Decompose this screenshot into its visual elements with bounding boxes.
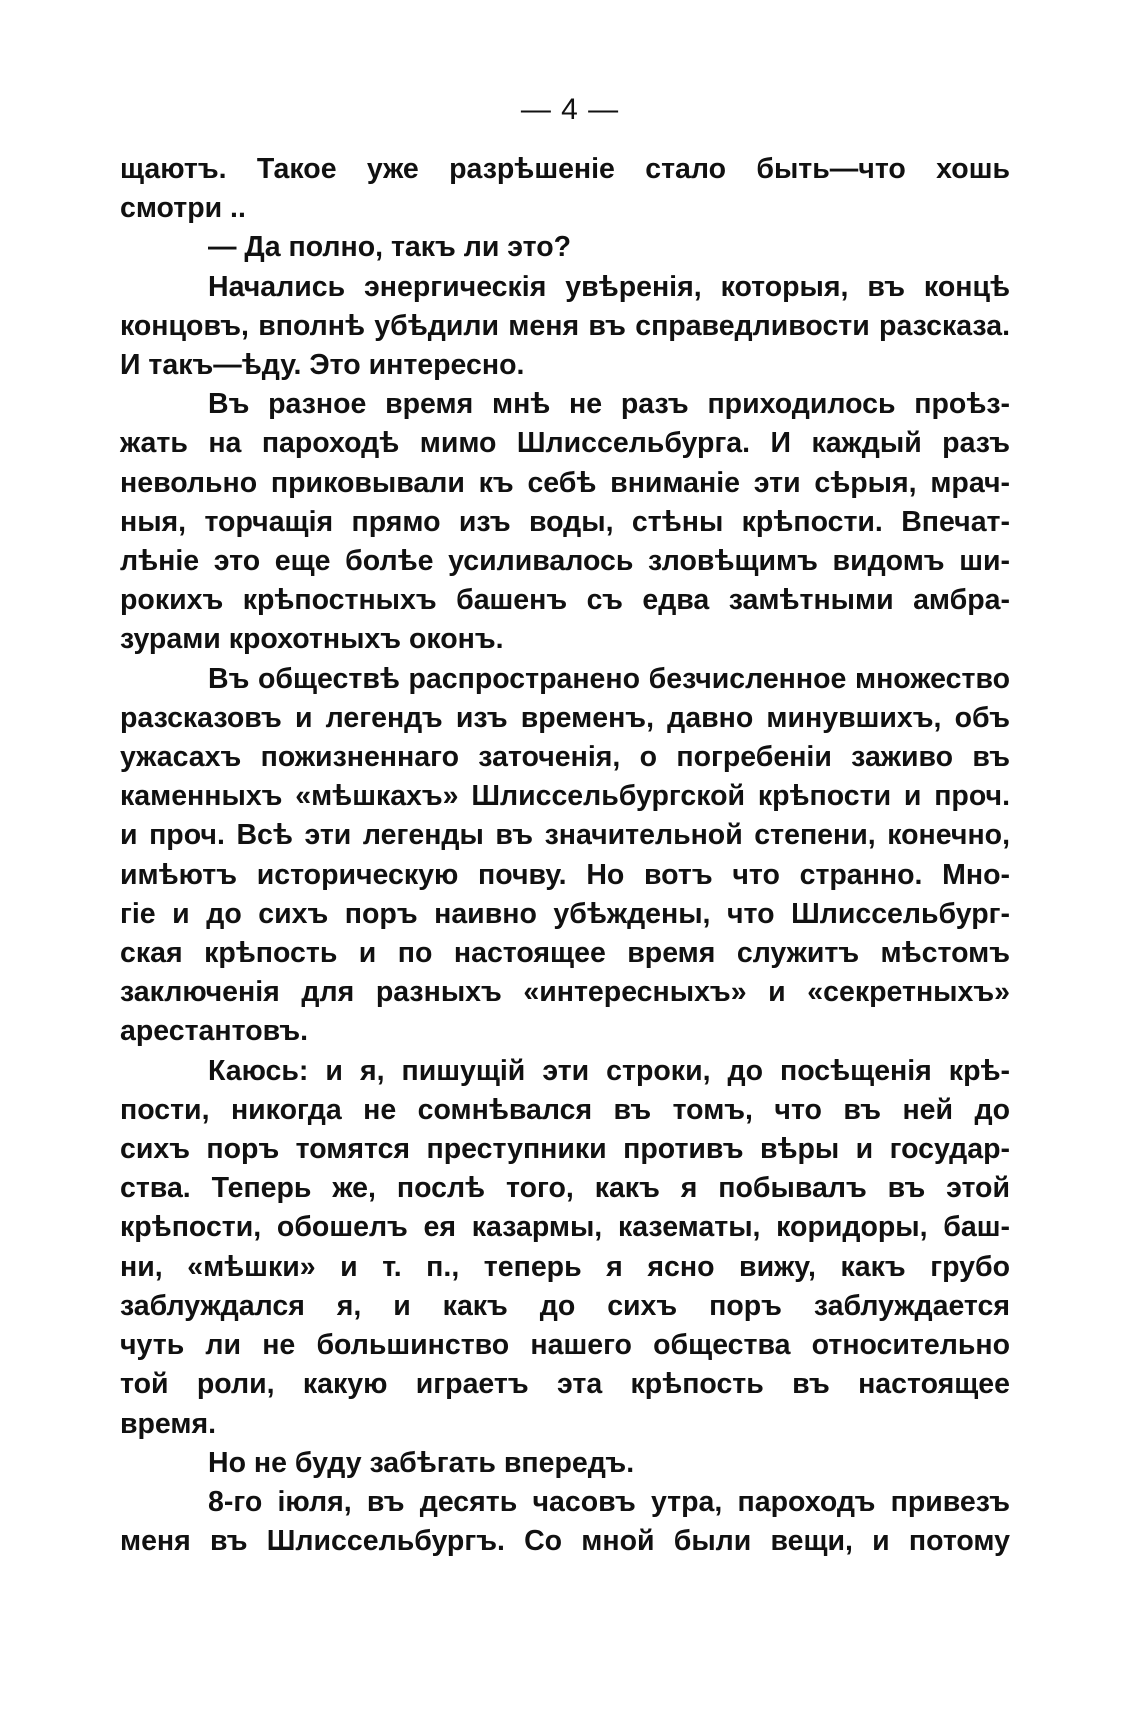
text-line: каменныхъ «мѣшкахъ» Шлиссельбургской крѣпости и проч. xyxy=(120,780,1010,813)
text-line: сихъ поръ томятся преступники противъ вѣры и государ- xyxy=(120,1133,1010,1166)
text-line: меня въ Шлиссельбургъ. Со мной были вещи, и потому xyxy=(120,1525,1010,1558)
text-line: 8-го іюля, въ десять часовъ утра, пароходъ привезъ xyxy=(208,1485,1010,1518)
paragraph xyxy=(120,385,1010,659)
text-line: Начались энергическія увѣренія, которыя, въ концѣ xyxy=(208,270,1010,303)
text-line: имѣютъ историческую почву. Но вотъ что странно. Мно- xyxy=(120,858,1010,891)
text-line: щаютъ. Такое уже разрѣшеніе стало быть—что хошь xyxy=(120,153,1010,185)
text-line: Въ разное время мнѣ не разъ приходилось проѣз- xyxy=(208,388,1010,421)
text-line: ни, «мѣшки» и т. п., теперь я ясно вижу, какъ грубо xyxy=(120,1250,1010,1283)
paragraph xyxy=(120,150,1010,228)
text-line: жать на пароходѣ мимо Шлиссельбурга. И каждый разъ xyxy=(120,427,1010,460)
text-line: Каюсь: и я, пишущій эти строки, до посѣщенія крѣ- xyxy=(208,1054,1010,1087)
text-line: И такъ—ѣду. Это интересно. xyxy=(120,349,525,382)
text-line: лѣніе это еще болѣе усиливалось зловѣщимъ видомъ ши- xyxy=(120,545,1010,578)
text-line: время. xyxy=(120,1407,217,1440)
text-line: — Да полно, такъ ли это? xyxy=(208,231,572,264)
text-line: Но не буду забѣгать впередъ. xyxy=(208,1446,635,1479)
text-line: невольно приковывали къ себѣ вниманіе эти сѣрыя, мрач- xyxy=(120,466,1010,499)
page-number: — 4 — xyxy=(520,93,620,126)
text-line: пости, никогда не сомнѣвался въ томъ, что въ ней до xyxy=(120,1093,1010,1126)
paragraph xyxy=(120,660,1010,1052)
text-line: заблуждался я, и какъ до сихъ поръ заблуждается xyxy=(120,1289,1010,1322)
text-line: ства. Теперь же, послѣ того, какъ я побывалъ въ этой xyxy=(120,1172,1010,1205)
paragraph xyxy=(120,268,1010,386)
text-line: чуть ли не большинство нашего общества относительно xyxy=(120,1329,1010,1362)
paragraph xyxy=(120,228,1010,267)
text-line: рокихъ крѣпостныхъ башенъ съ едва замѣтными амбра- xyxy=(120,584,1010,617)
text-line: гіе и до сихъ поръ наивно убѣждены, что Шлиссельбург- xyxy=(120,897,1010,930)
text-line: ныя, торчащія прямо изъ воды, стѣны крѣпости. Впечат- xyxy=(120,505,1010,538)
text-line: смотри .. xyxy=(120,192,246,225)
page-body-text xyxy=(120,150,1010,1561)
text-line: разсказовъ и легендъ изъ временъ, давно минувшихъ, объ xyxy=(120,701,1010,734)
paragraph xyxy=(120,1483,1010,1561)
paragraph xyxy=(120,1052,1010,1444)
text-line: крѣпости, обошелъ ея казармы, казематы, коридоры, баш- xyxy=(120,1211,1010,1244)
paragraph xyxy=(120,1444,1010,1483)
text-line: концовъ, вполнѣ убѣдили меня въ справедливости разсказа. xyxy=(120,309,1010,342)
text-line: Въ обществѣ распространено безчисленное множество xyxy=(208,662,1010,695)
text-line: арестантовъ. xyxy=(120,1015,309,1048)
text-line: ская крѣпость и по настоящее время служитъ мѣстомъ xyxy=(120,937,1010,970)
text-line: ужасахъ пожизненнаго заточенія, о погребеніи заживо въ xyxy=(120,741,1010,774)
text-line: и проч. Всѣ эти легенды въ значительной степени, конечно, xyxy=(120,819,1010,852)
text-line: той роли, какую играетъ эта крѣпость въ настоящее xyxy=(120,1368,1010,1401)
text-line: заключенія для разныхъ «интересныхъ» и «секретныхъ» xyxy=(120,976,1010,1009)
text-line: зурами крохотныхъ оконъ. xyxy=(120,623,504,656)
